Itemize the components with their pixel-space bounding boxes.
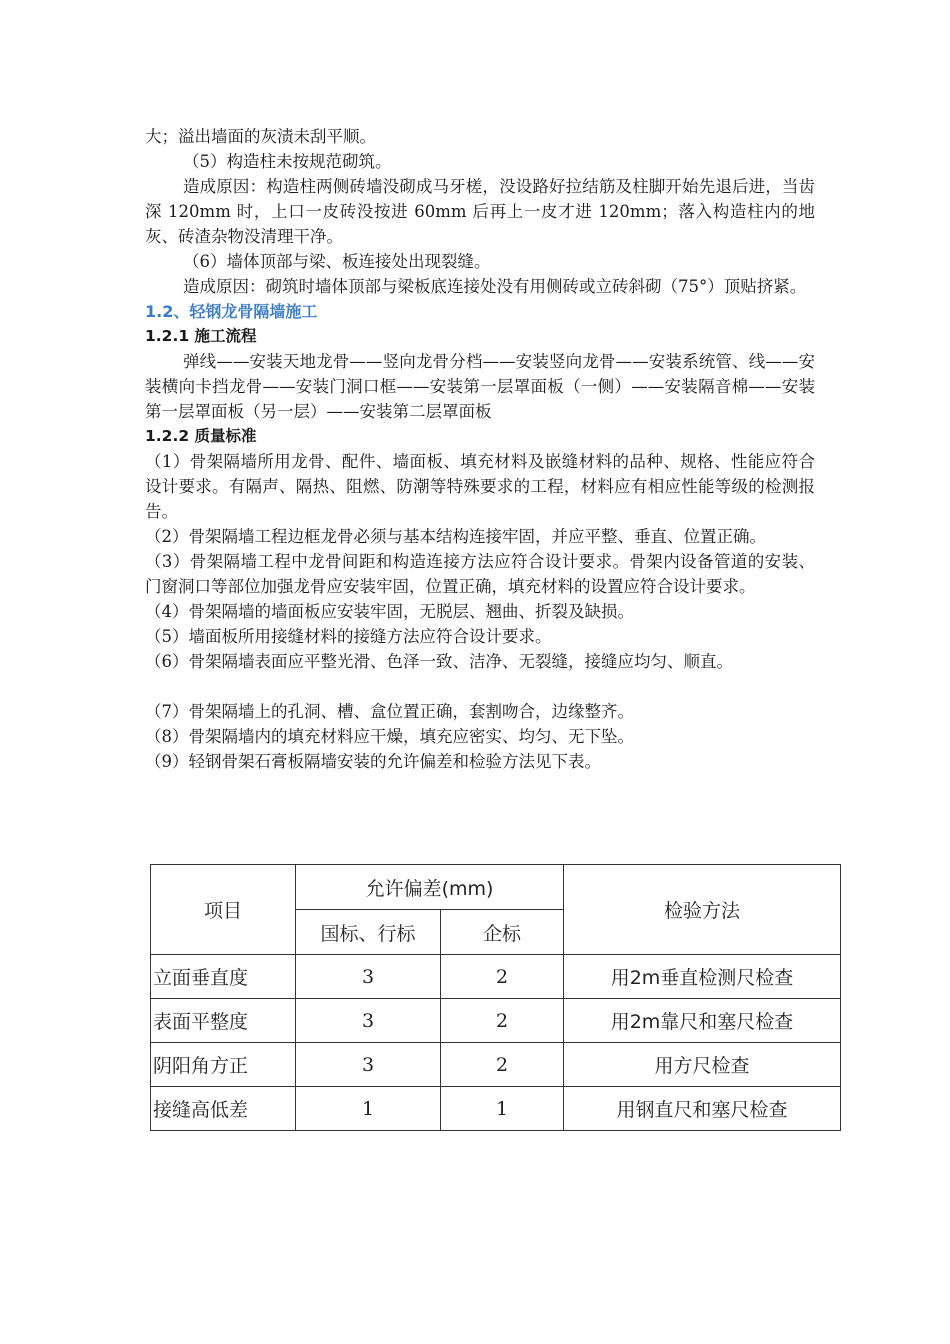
- header-deviation: 允许偏差(mm): [296, 865, 564, 910]
- cell-enterprise: 2: [441, 1043, 564, 1087]
- cell-national: 3: [296, 955, 441, 999]
- quality-item: （5）墙面板所用接缝材料的接缝方法应符合设计要求。: [145, 627, 552, 646]
- header-item: 项目: [151, 865, 296, 955]
- quality-item: （7）骨架隔墙上的孔洞、槽、盒位置正确，套割吻合，边缘整齐。: [145, 702, 634, 721]
- cell-enterprise: 2: [441, 955, 564, 999]
- cell-method: 用2m垂直检测尺检查: [564, 955, 841, 999]
- subsection-heading: 1.2.2 质量标准: [145, 427, 257, 445]
- cell-national: 3: [296, 999, 441, 1043]
- quality-item: （6）骨架隔墙表面应平整光滑、色泽一致、洁净、无裂缝，接缝应均匀、顺直。: [145, 652, 733, 671]
- quality-item: （2）骨架隔墙工程边框龙骨必须与基本结构连接牢固，并应平整、垂直、位置正确。: [145, 527, 766, 546]
- cell-national: 3: [296, 1043, 441, 1087]
- tolerance-table: [150, 864, 841, 1131]
- quality-item: （1）骨架隔墙所用龙骨、配件、墙面板、填充材料及嵌缝材料的品种、规格、性能应符合设计要求。有隔声、隔热、阻燃、防潮等特殊要求的工程，材料应有相应性能等级的检测报告。: [145, 452, 815, 521]
- subsection-heading: 1.2.1 施工流程: [145, 327, 257, 345]
- table-header-row: [151, 865, 841, 910]
- quality-item: （8）骨架隔墙内的填充材料应干燥，填充应密实、均匀、无下坠。: [145, 727, 634, 746]
- header-enterprise: 企标: [441, 910, 564, 955]
- cell-item: 表面平整度: [151, 999, 296, 1043]
- table-row: [151, 1043, 841, 1087]
- cell-item: 立面垂直度: [151, 955, 296, 999]
- quality-item: （3）骨架隔墙工程中龙骨间距和构造连接方法应符合设计要求。骨架内设备管道的安装、门窗洞口等部位加强龙骨应安装牢固，位置正确，填充材料的设置应符合设计要求。: [145, 552, 815, 596]
- table-row: [151, 999, 841, 1043]
- cell-item: 阴阳角方正: [151, 1043, 296, 1087]
- table-row: [151, 955, 841, 999]
- process-flow-text: 弹线——安装天地龙骨——竖向龙骨分档——安装竖向龙骨——安装系统管、线——安装横向卡挡龙骨——安装门洞口框——安装第一层罩面板（一侧）——安装隔音棉——安装第一层罩面板（另一层）——安装第二层罩面板: [145, 352, 815, 421]
- cell-enterprise: 2: [441, 999, 564, 1043]
- paragraph: （5）构造柱未按规范砌筑。: [183, 152, 392, 171]
- paragraph: 造成原因：构造柱两侧砖墙没砌成马牙槎，没设路好拉结筋及柱脚开始先退后进，当齿深 120mm 时，上口一皮砖没按进 60mm 后再上一皮才进 120mm；落入构造柱内的地灰、砖渣杂物没清理干净。: [145, 177, 815, 246]
- paragraph: （6）墙体顶部与梁、板连接处出现裂缝。: [183, 252, 491, 271]
- document-body: [145, 124, 815, 774]
- cell-method: 用2m靠尺和塞尺检查: [564, 999, 841, 1043]
- cell-national: 1: [296, 1087, 441, 1131]
- header-method: 检验方法: [564, 865, 841, 955]
- blank-line: [145, 674, 815, 699]
- cell-enterprise: 1: [441, 1087, 564, 1131]
- header-national: 国标、行标: [296, 910, 441, 955]
- paragraph: 大；溢出墙面的灰渍未刮平顺。: [145, 127, 376, 146]
- table-row: [151, 1087, 841, 1131]
- cell-item: 接缝高低差: [151, 1087, 296, 1131]
- section-heading: 1.2、轻钢龙骨隔墙施工: [145, 302, 318, 321]
- cell-method: 用方尺检查: [564, 1043, 841, 1087]
- paragraph: 造成原因：砌筑时墙体顶部与梁板底连接处没有用侧砖或立砖斜砌（75°）顶贴挤紧。: [183, 277, 807, 296]
- cell-method: 用钢直尺和塞尺检查: [564, 1087, 841, 1131]
- quality-item: （4）骨架隔墙的墙面板应安装牢固，无脱层、翘曲、折裂及缺损。: [145, 602, 634, 621]
- quality-item: （9）轻钢骨架石膏板隔墙安装的允许偏差和检验方法见下表。: [145, 752, 601, 771]
